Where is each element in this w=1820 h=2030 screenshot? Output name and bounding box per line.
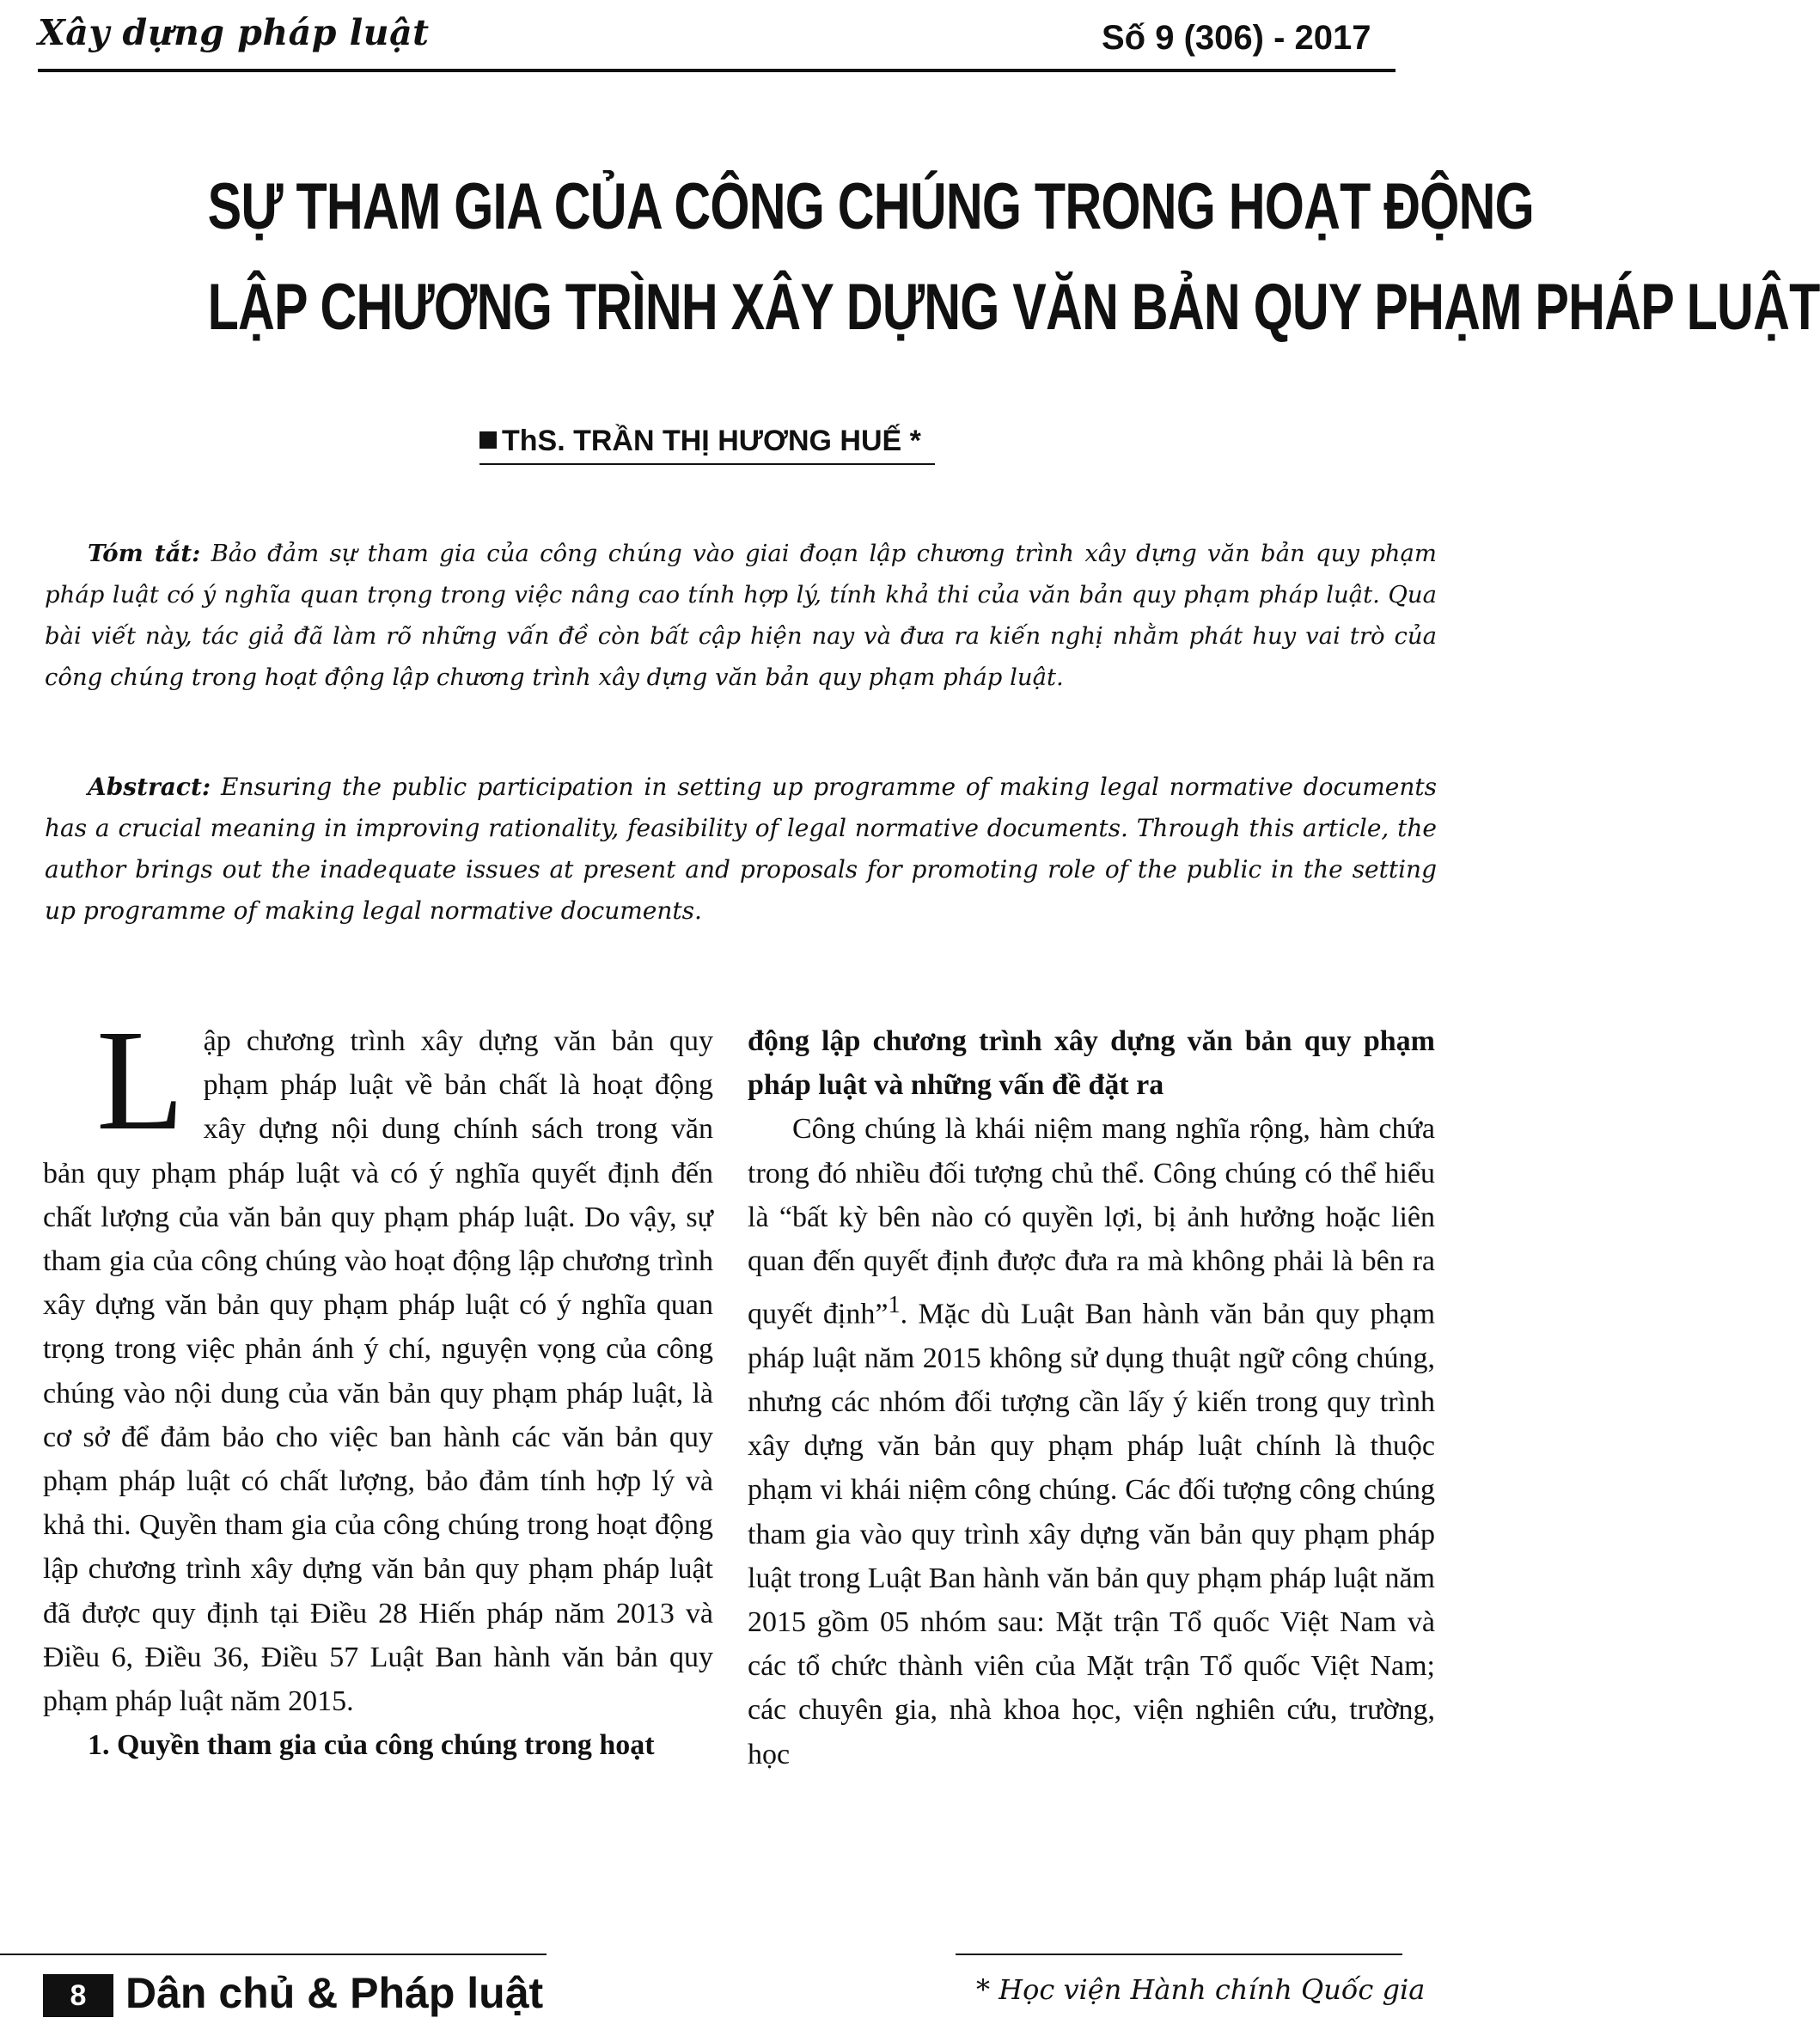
drop-cap: L [96,1000,185,1160]
summary-label: Tóm tắt: [88,540,201,567]
header-rule [38,69,1396,72]
section-heading-continued: động lập chương trình xây dựng văn bản quy phạm pháp luật và những vấn đề đặt ra [748,1025,1435,1102]
abstract-label: Abstract: [88,773,211,801]
abstract-text: Ensuring the public participation in setting up programme of making legal normative documents has a crucial meaning in improving rationality, feasibility of legal normative documents. Through this article, the author brings out the inadequate issues at present and proposals for promoting role of the public in the setting up programme of making legal normative documents. [45,773,1437,925]
issue-number: Số 9 (306) - 2017 [1102,19,1371,57]
summary-vietnamese [45,533,1437,698]
summary-text: Bảo đảm sự tham gia của công chúng vào giai đoạn lập chương trình xây dựng văn bản quy phạm pháp luật có ý nghĩa quan trọng trong việc nâng cao tính hợp lý, tính khả thi của văn bản quy phạm pháp luật. Qua bài viết này, tác giả đã làm rõ những vấn đề còn bất cập hiện nay và đưa ra kiến nghị nhằm phát huy vai trò của công chúng trong hoạt động lập chương trình xây dựng văn bản quy phạm pháp luật. [45,540,1437,691]
author-name: ThS. TRẦN THỊ HƯƠNG HUẾ * [502,425,921,457]
author-underline [479,463,935,465]
body-paragraph: ập chương trình xây dựng văn bản quy phạm pháp luật về bản chất là hoạt động xây dựng nội dung chính sách trong văn bản quy phạm pháp luật và có ý nghĩa quyết định đến chất lượng của văn bản quy phạm pháp luật. Do vậy, sự tham gia của công chúng vào hoạt động lập chương trình xây dựng văn bản quy phạm pháp luật có ý nghĩa quan trọng trong việc phản ánh ý chí, nguyện vọng của công chúng vào nội dung của văn bản quy phạm pháp luật, là cơ sở để đảm bảo cho việc ban hành các văn bản quy phạm pháp luật có chất lượng, bảo đảm tính hợp lý và khả thi. Quyền tham gia của công chúng trong hoạt động lập chương trình xây dựng văn bản quy phạm pháp luật đã được quy định tại Điều 28 Hiến pháp năm 2013 và Điều 6, Điều 36, Điều 57 Luật Ban hành văn bản quy phạm pháp luật năm 2015. [43,1025,713,1718]
page-number: 8 [43,1974,113,2017]
square-bullet-icon [479,431,497,449]
author-byline [479,425,921,458]
body-column-left [43,1000,713,1767]
abstract-english [45,767,1437,932]
footnote-reference: 1 [888,1292,901,1319]
journal-name: Xây dựng pháp luật [38,12,430,53]
footer-rule-right [956,1954,1402,1955]
section-heading: 1. Quyền tham gia của công chúng trong hoạt [88,1729,655,1762]
body-column-right [748,1019,1435,1776]
author-affiliation-footnote: * Học viện Hành chính Quốc gia [976,1973,1426,2006]
paragraph-text: Công chúng là khái niệm mang nghĩa rộng, hàm chứa trong đó nhiều đối tượng chủ thể. Công chúng có thể hiểu là “bất kỳ bên nào có quyền lợi, bị ảnh hưởng hoặc liên quan đến quyết định được đưa ra mà không phải là bên ra quyết định” [748,1113,1435,1330]
footer-rule-left [0,1954,547,1955]
article-title-line-2: LẬP CHƯƠNG TRÌNH XÂY DỰNG VĂN BẢN QUY PHẠM PHÁP LUẬT [207,271,1820,344]
magazine-name: Dân chủ & Pháp luật [125,1969,544,2017]
body-paragraph [748,1107,1435,1776]
paragraph-text-continued: . Mặc dù Luật Ban hành văn bản quy phạm pháp luật năm 2015 không sử dụng thuật ngữ công chúng, nhưng các nhóm đối tượng cần lấy ý kiến trong quy trình xây dựng văn bản quy phạm pháp luật chính là thuộc phạm vi khái niệm công chúng. Các đối tượng công chúng tham gia vào quy trình xây dựng văn bản quy phạm pháp luật trong Luật Ban hành văn bản quy phạm pháp luật năm 2015 gồm 05 nhóm sau: Mặt trận Tổ quốc Việt Nam và các tổ chức thành viên của Mặt trận Tổ quốc Việt Nam; các chuyên gia, nhà khoa học, viện nghiên cứu, trường, học [748,1298,1436,1770]
article-title-line-1: SỰ THAM GIA CỦA CÔNG CHÚNG TRONG HOẠT ĐỘNG [207,170,1534,243]
